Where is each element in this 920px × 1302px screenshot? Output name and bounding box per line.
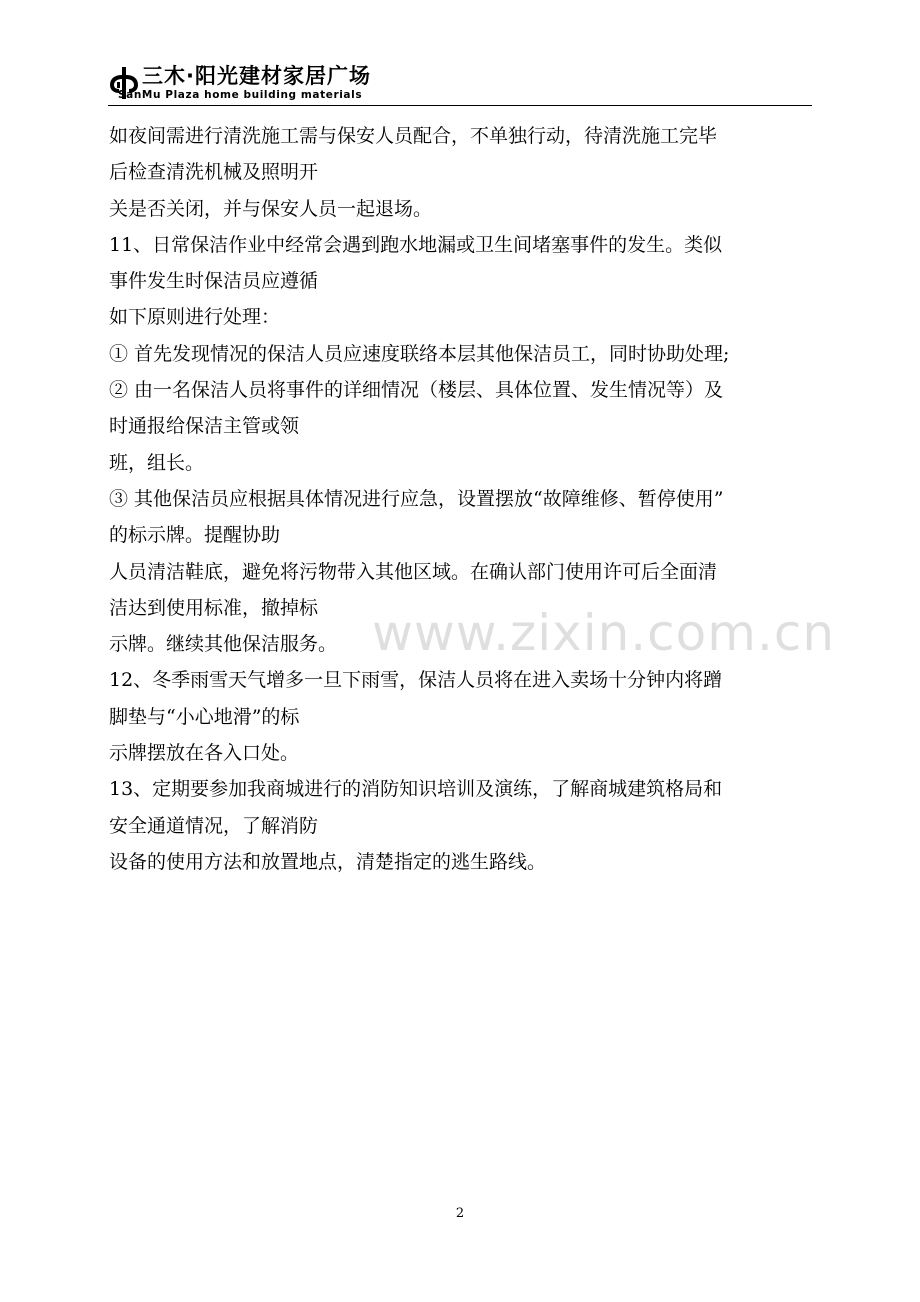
text-line: 11、日常保洁作业中经常会遇到跑水地漏或卫生间堵塞事件的发生。类似: [109, 233, 723, 256]
text-line: 事件发生时保洁员应遵循: [109, 270, 319, 293]
text-line: 人员清洁鞋底，避免将污物带入其他区域。在确认部门使用许可后全面清: [109, 560, 718, 583]
text-line: 的标示牌。提醒协助: [109, 524, 281, 547]
text-line: 洁达到使用标准，撤掉标: [109, 596, 319, 619]
page-header: [108, 62, 812, 104]
watermark: www.zixin.com.cn: [372, 604, 836, 662]
logo-title: 三木·阳光建材家居广场: [142, 64, 371, 88]
page-number: 2: [455, 1206, 465, 1221]
text-line: 12、冬季雨雪天气增多一旦下雨雪，保洁人员将在进入卖场十分钟内将蹭: [109, 669, 723, 692]
text-line: ① 首先发现情况的保洁人员应速度联络本层其他保洁员工，同时协助处理;: [109, 342, 730, 365]
text-line: ② 由一名保洁人员将事件的详细情况（楼层、具体位置、发生情况等）及: [109, 379, 724, 402]
text-line: 示牌摆放在各入口处。: [109, 742, 300, 765]
text-line: 关是否关闭，并与保安人员一起退场。: [109, 197, 433, 220]
text-line: 脚垫与“小心地滑”的标: [109, 705, 300, 728]
text-line: 后检查清洗机械及照明开: [109, 161, 319, 184]
text-line: 如下原则进行处理：: [109, 306, 281, 329]
text-line: 13、定期要参加我商城进行的消防知识培训及演练，了解商城建筑格局和: [109, 778, 723, 801]
logo-subtitle: SanMu Plaza home building materials: [118, 89, 363, 101]
text-line: 示牌。继续其他保洁服务。: [109, 633, 338, 656]
text-line: ③ 其他保洁员应根据具体情况进行应急，设置摆放“故障维修、暂停使用”: [109, 487, 724, 510]
text-line: 设备的使用方法和放置地点，清楚指定的逃生路线。: [109, 850, 547, 873]
text-line: 如夜间需进行清洗施工需与保安人员配合，不单独行动，待清洗施工完毕: [109, 125, 718, 147]
header-divider: [108, 105, 812, 106]
text-line: 时通报给保洁主管或领: [109, 415, 300, 438]
document-body: [109, 118, 814, 880]
text-line: 班，组长。: [109, 451, 205, 474]
text-line: 安全通道情况，了解消防: [109, 814, 319, 837]
